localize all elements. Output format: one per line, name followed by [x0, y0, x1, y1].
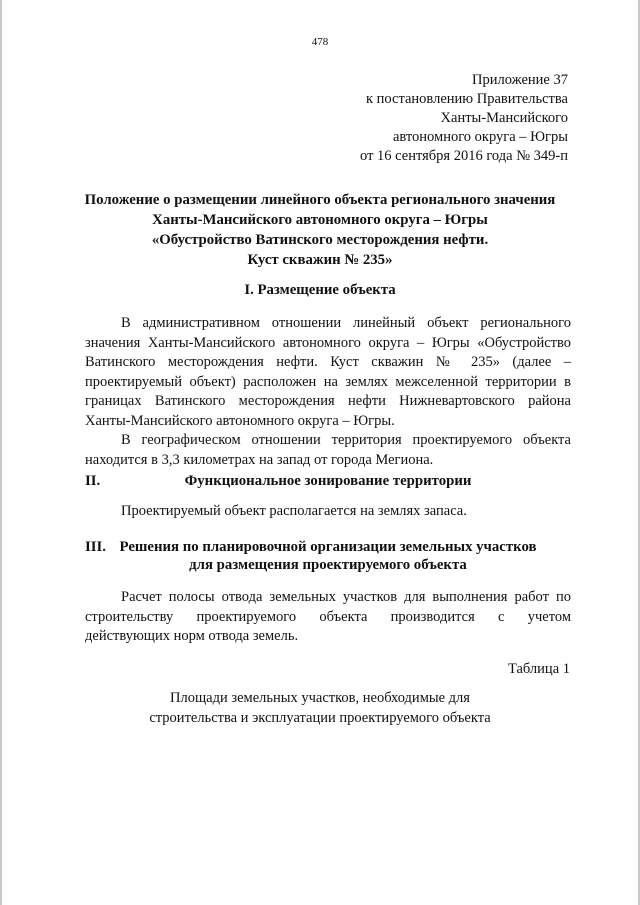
- appendix-line: к постановлению Правительства: [366, 91, 568, 107]
- section-title-line: Решения по планировочной организации земельных участков: [119, 539, 537, 555]
- section-3-heading: [85, 537, 571, 577]
- section-number: II.: [85, 473, 101, 489]
- title-line: Куст скважин № 235»: [247, 252, 393, 268]
- caption-line: Площади земельных участков, необходимые для: [170, 690, 470, 706]
- text-line: Ханты-Мансийского автономного округа – Югры.: [85, 412, 395, 429]
- text-line: границах Ватинского месторождения нефти Нижневартовского района: [85, 393, 571, 409]
- text-line: находится в 3,3 километрах на запад от города Мегиона.: [85, 451, 434, 468]
- text-line: Расчет полосы отвода земельных участков для выполнения работ по: [121, 589, 571, 605]
- text-line: строительству проектируемого объекта производится с учетом: [85, 608, 571, 625]
- title-line: Ханты-Мансийского автономного округа – Югры: [152, 212, 488, 228]
- section-3-paragraph: [85, 588, 571, 647]
- section-1-paragraph-1: [85, 314, 571, 431]
- appendix-header: [248, 71, 568, 166]
- title-line: Положение о размещении линейного объекта регионального значения: [84, 192, 556, 208]
- appendix-line: автономного округа – Югры: [392, 129, 568, 145]
- text-line: действующих норм отвода земель.: [85, 628, 299, 644]
- text-line: Ватинского месторождения нефти. Куст скважин № 235» (далее –: [85, 354, 571, 370]
- text-line: В географическом отношении территория проектируемого объекта: [121, 432, 571, 448]
- appendix-line: от 16 сентября 2016 года № 349-п: [360, 148, 568, 164]
- appendix-line: Ханты-Мансийского: [440, 110, 568, 126]
- text-line: Проектируемый объект располагается на землях запаса.: [121, 503, 467, 519]
- text-line: значения Ханты-Мансийского автономного округа – Югры «Обустройство: [85, 334, 571, 351]
- text-line: проектируемый объект) расположен на землях межселенной территории в: [85, 373, 571, 390]
- text-line: В административном отношении линейный объект регионального: [121, 315, 571, 331]
- section-2-paragraph: [85, 502, 571, 522]
- caption-line: строительства и эксплуатации проектируемого объекта: [149, 709, 491, 726]
- table-label: Таблица 1: [507, 661, 570, 677]
- table-caption: [70, 689, 570, 728]
- section-title-line: для размещения проектируемого объекта: [189, 557, 467, 573]
- appendix-line: Приложение 37: [472, 72, 568, 88]
- section-1-paragraph-2: [85, 431, 571, 470]
- page-edge-left: [0, 0, 2, 905]
- section-1-heading: I. Размещение объекта: [244, 282, 396, 298]
- section-title: Функциональное зонирование территории: [184, 473, 472, 489]
- title-line: «Обустройство Ватинского месторождения нефти.: [151, 232, 489, 248]
- section-number: III.: [85, 539, 106, 555]
- document-title: [70, 190, 570, 270]
- page-number: 478: [311, 36, 329, 48]
